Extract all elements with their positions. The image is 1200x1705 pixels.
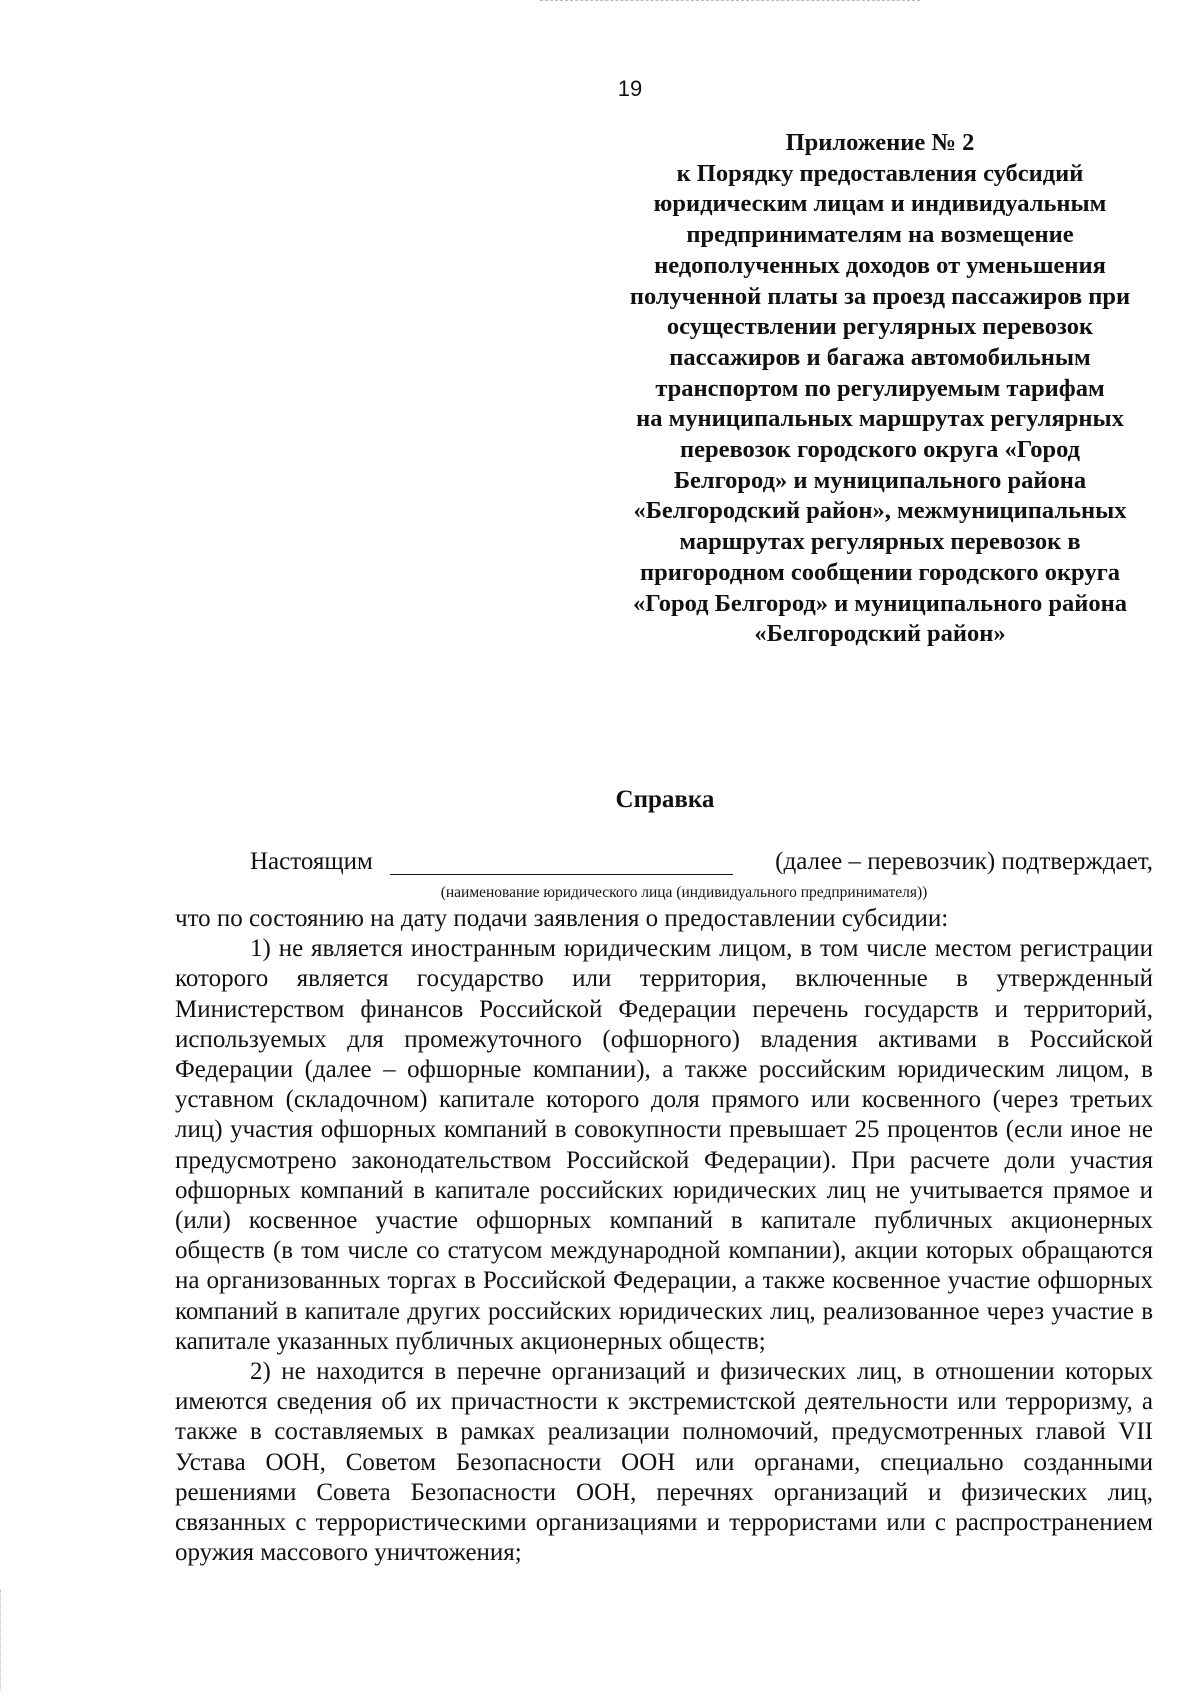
scan-top-rule	[540, 0, 920, 3]
appendix-line: «Город Белгород» и муниципального района	[633, 589, 1127, 617]
appendix-line: полученной платы за проезд пассажиров при	[629, 282, 1131, 310]
appendix-line: осуществлении регулярных перевозок	[666, 313, 1094, 341]
appendix-line: юридическим лицам и индивидуальным	[653, 190, 1107, 218]
appendix-line: «Белгородский район»	[754, 620, 1006, 648]
appendix-line: предпринимателям на возмещение	[686, 221, 1074, 249]
appendix-line: «Белгородский район», межмуниципальных	[633, 497, 1127, 525]
document-body	[175, 848, 1153, 1568]
list-item: 2) не находится в перечне организаций и физических лиц, в отношении которых имеются сведения об их причастности к экстремистской деятельности или терроризму, а также в составляемых в рамках реализации полномочий, предусмотренных главой VII Устава ООН, Советом Безопасности ООН или органами, специально созданными решениями Совета Безопасности ООН, перечнях организаций и физических лиц, связанных с террористическими организациями и террористами или с распространением оружия массового уничтожения;	[175, 1358, 1153, 1567]
appendix-line: к Порядку предоставления субсидий	[676, 159, 1084, 187]
blank-caption: (наименование юридического лица (индивидуального предпринимателя))	[440, 884, 928, 901]
appendix-line: недополученных доходов от уменьшения	[654, 251, 1106, 279]
appendix-line: пассажиров и багажа автомобильным	[669, 343, 1091, 371]
document-title: Справка	[615, 786, 715, 813]
intro-line	[175, 848, 1153, 882]
appendix-line: пригородном сообщении городского округа	[640, 558, 1120, 586]
list-item: 1) не является иностранным юридическим лицом, в том числе местом регистрации которого является государство или территория, включенные в утвержденный Министерством финансов Российской Федерации перечень государств и территорий, используемых для промежуточного (офшорного) владения активами в Российской Федерации (далее – офшорные компании), а также российским юридическим лицом, в уставном (складочном) капитале которого доля прямого или косвенного (через третьих лиц) участия офшорных компаний в совокупности превышает 25 процентов (если иное не предусмотрено законодательством Российской Федерации). При расчете доли участия офшорных компаний в капитале российских юридических лиц не учитывается прямое и (или) косвенное участие офшорных компаний в капитале публичных акционерных обществ (в том числе со статусом международной компании), акции которых обращаются на организованных торгах в Российской Федерации, а также косвенное участие офшорных компаний в капитале других российских юридических лиц, реализованное через участие в капитале указанных публичных акционерных обществ;	[175, 935, 1153, 1355]
appendix-line: перевозок городского округа «Город	[679, 436, 1081, 464]
carrier-name-blank	[390, 874, 733, 875]
intro-continuation: что по состоянию на дату подачи заявления о предоставлении субсидии:	[175, 905, 949, 932]
appendix-line: Белгород» и муниципального района	[673, 466, 1087, 494]
page-number: 19	[617, 76, 643, 101]
appendix-line: на муниципальных маршрутах регулярных	[636, 405, 1124, 433]
intro-rest: (далее – перевозчик) подтверждает,	[775, 848, 1153, 875]
intro-start: Настоящим	[250, 848, 373, 875]
appendix-line: Приложение № 2	[785, 129, 975, 156]
appendix-line: маршрутах регулярных перевозок в	[679, 528, 1081, 556]
appendix-line: транспортом по регулируемым тарифам	[655, 374, 1105, 402]
scan-left-edge	[0, 1590, 3, 1690]
appendix-header	[600, 128, 1160, 650]
